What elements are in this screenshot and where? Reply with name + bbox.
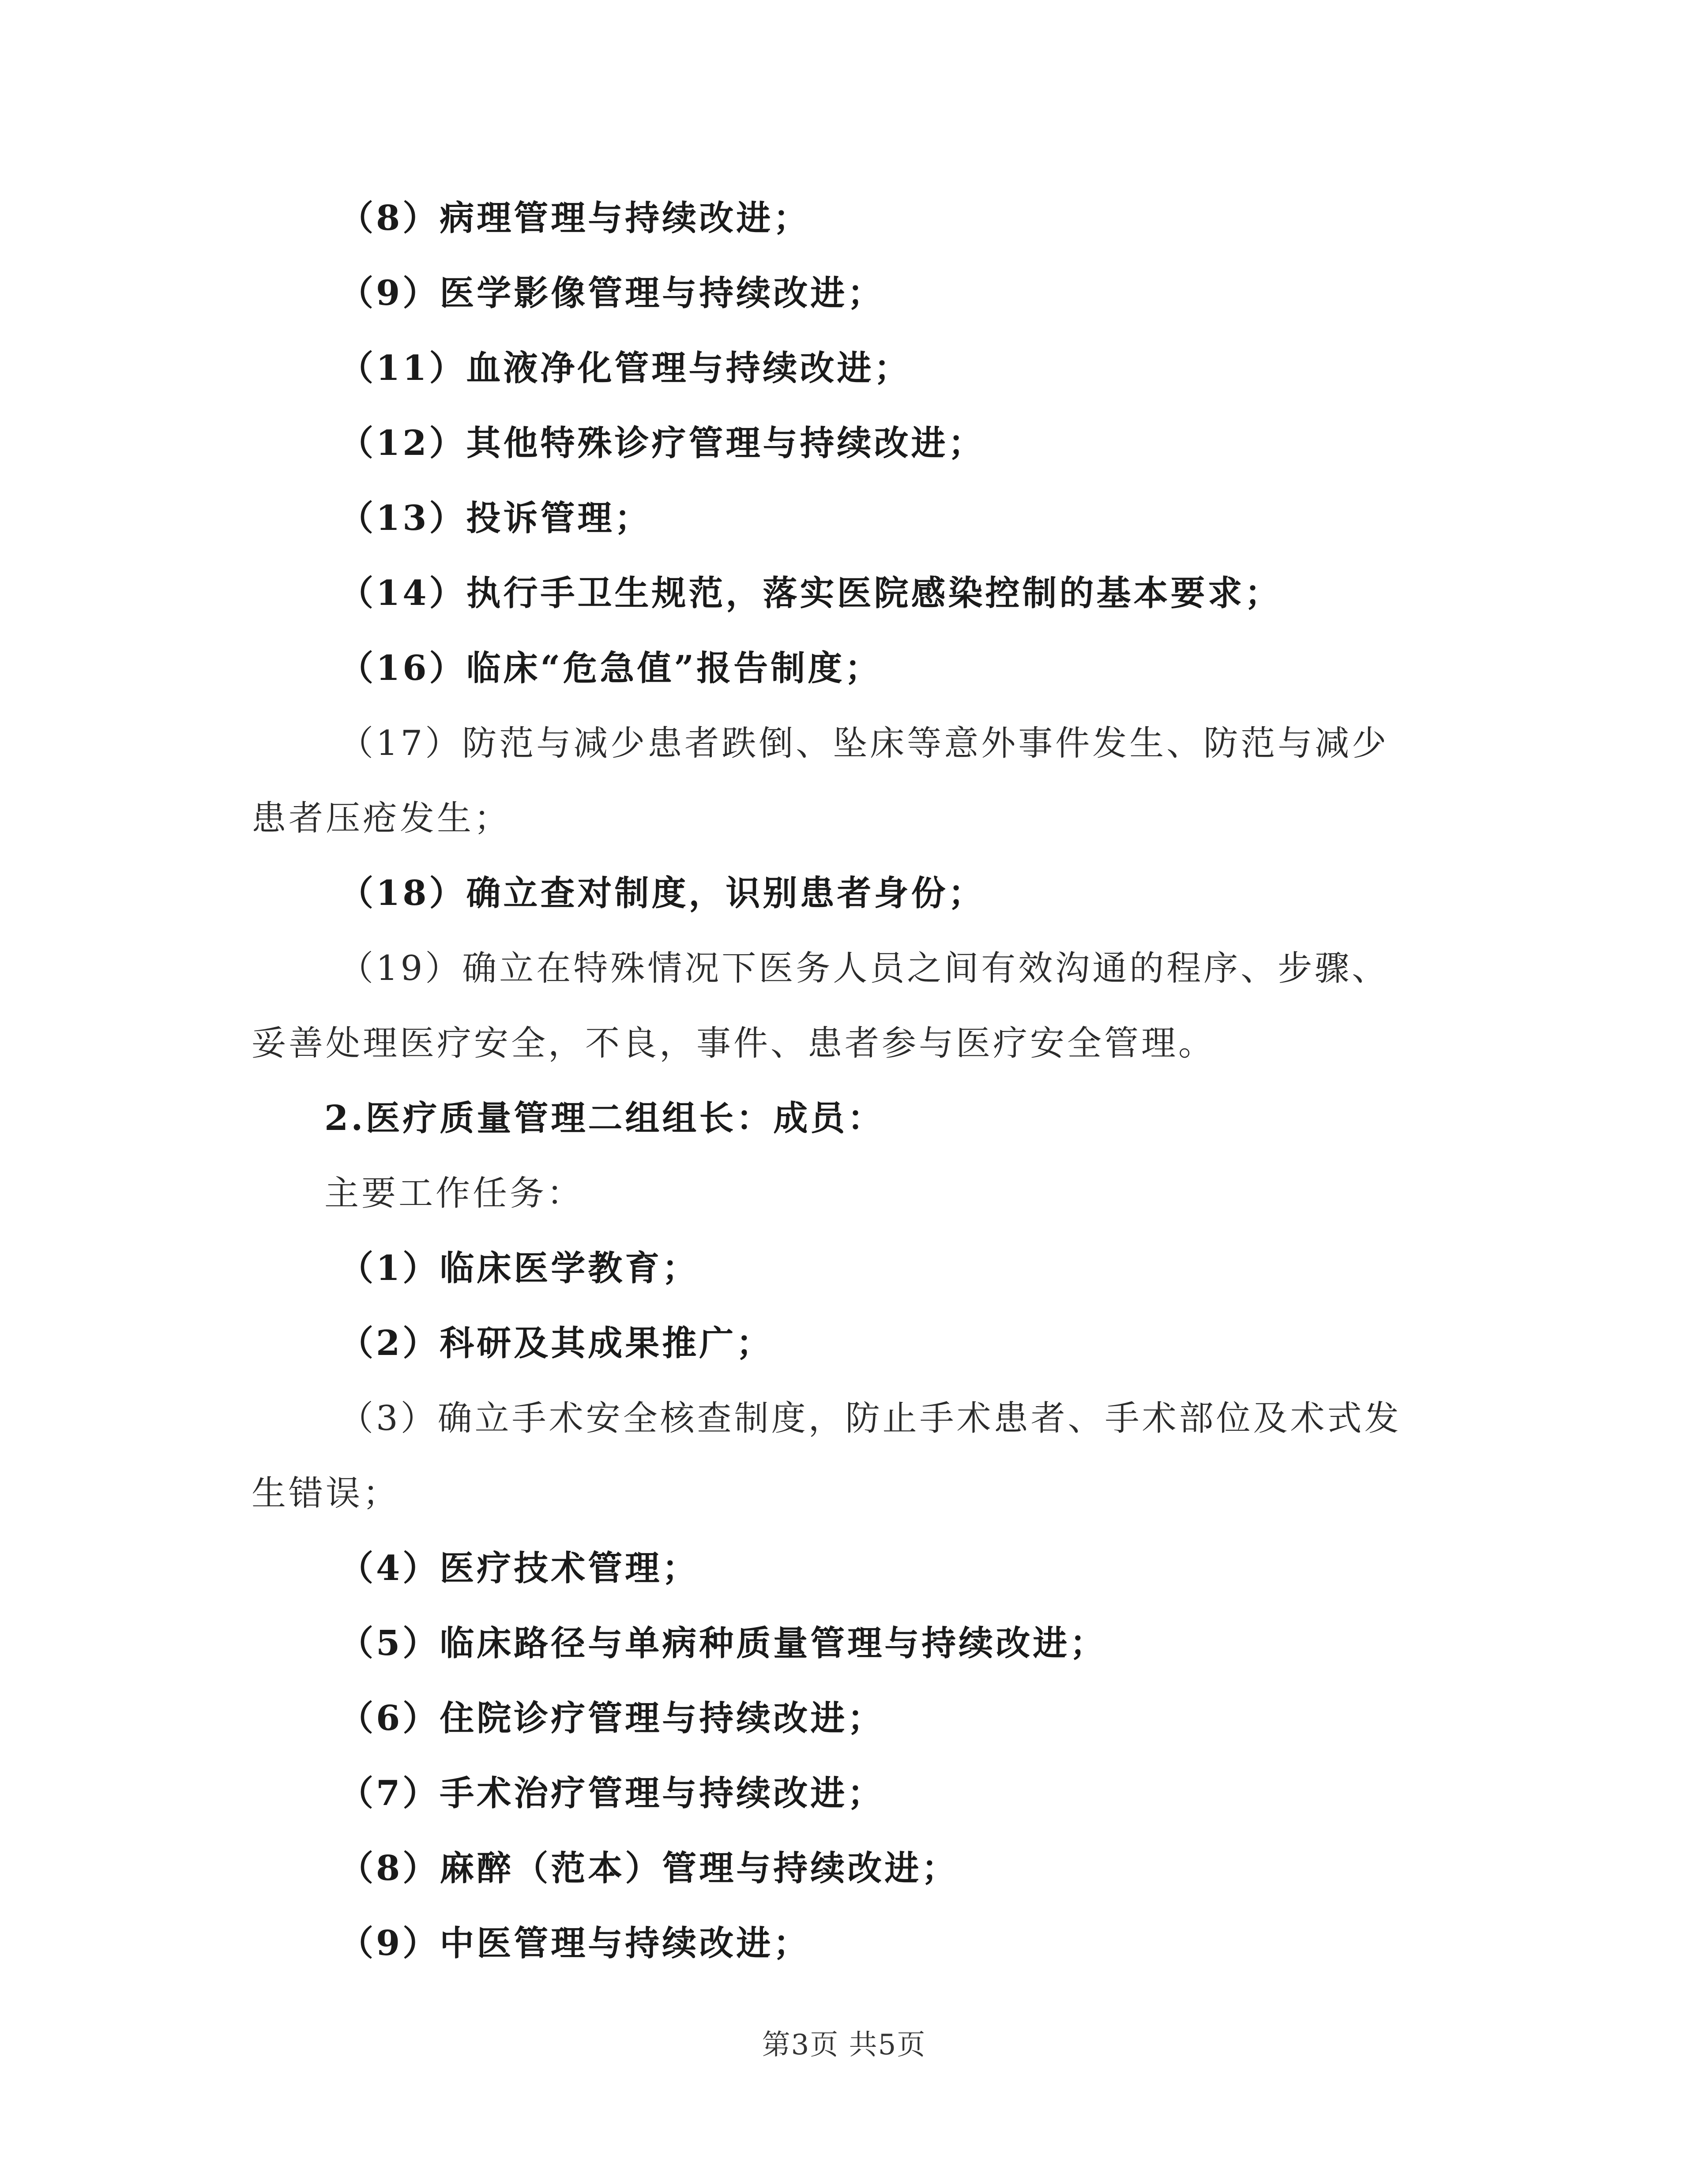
list-item-continuation: 生错误； [252, 1474, 400, 1513]
list-item: （5）临床路径与单病种质量管理与持续改进； [339, 1623, 1107, 1663]
list-item: （13）投诉管理； [339, 498, 652, 538]
list-item: （14）执行手卫生规范，落实医院感染控制的基本要求； [339, 573, 1282, 613]
list-item: （3）确立手术安全核查制度，防止手术患者、手术部位及术式发 [339, 1399, 1402, 1438]
page-number-footer: 第3页 共5页 [762, 2029, 926, 2061]
list-item: （9）中医管理与持续改进； [339, 1923, 811, 1963]
list-item: （19）确立在特殊情况下医务人员之间有效沟通的程序、步骤、 [339, 949, 1389, 988]
list-item: （17）防范与减少患者跌倒、坠床等意外事件发生、防范与减少 [339, 724, 1389, 763]
list-item: （9）医学影像管理与持续改进； [339, 273, 885, 313]
list-item: （6）住院诊疗管理与持续改进； [339, 1698, 885, 1738]
list-item: （8）病理管理与持续改进； [339, 198, 811, 238]
list-item: （18）确立查对制度，识别患者身份； [339, 873, 985, 913]
list-item: （1）临床医学教育； [339, 1248, 699, 1288]
section-heading: 2.医疗质量管理二组组长：成员： [324, 1098, 885, 1138]
list-item: （7）手术治疗管理与持续改进； [339, 1773, 885, 1813]
list-item: （11）血液净化管理与持续改进； [339, 348, 911, 388]
list-item-continuation: 患者压疮发生； [252, 799, 511, 838]
list-item: （16）临床“危急值”报告制度； [339, 648, 882, 688]
section-subheading: 主要工作任务： [324, 1174, 584, 1213]
list-item: （4）医疗技术管理； [339, 1548, 699, 1588]
list-item-continuation: 妥善处理医疗安全，不良，事件、患者参与医疗安全管理。 [252, 1024, 1216, 1063]
list-item: （12）其他特殊诊疗管理与持续改进； [339, 423, 985, 463]
list-item: （8）麻醉（范本）管理与持续改进； [339, 1848, 959, 1888]
list-item: （2）科研及其成果推广； [339, 1323, 774, 1363]
